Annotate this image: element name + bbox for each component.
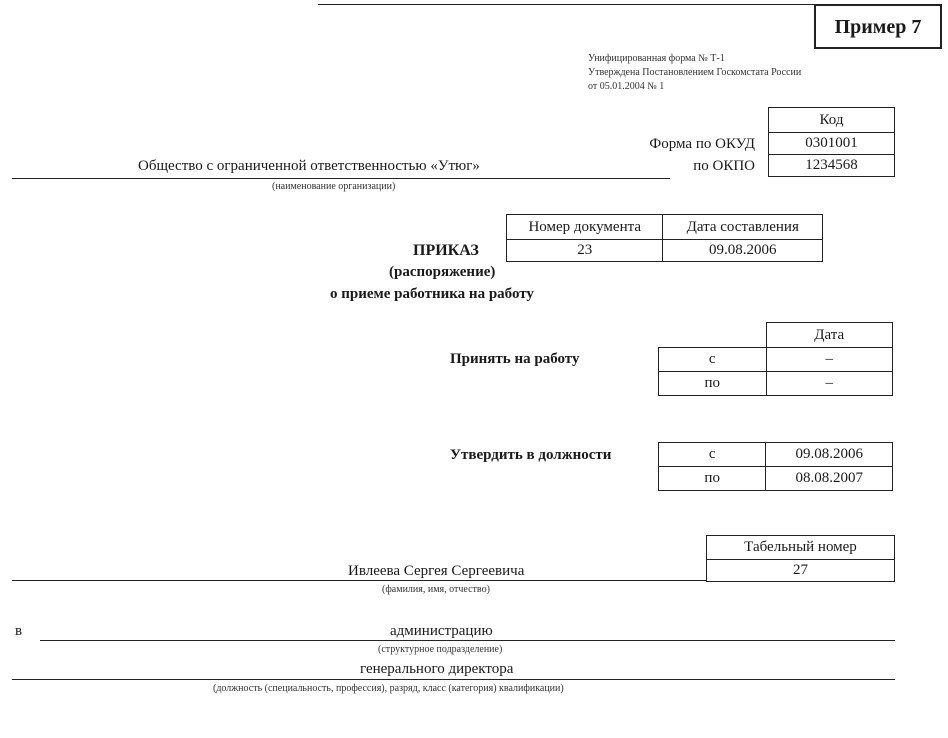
- hire-to-value: –: [766, 372, 893, 396]
- approval-to-label: по: [659, 467, 766, 491]
- codes-header: Код: [769, 108, 895, 133]
- doc-number-header: Номер документа: [507, 215, 663, 240]
- organization-name: Общество с ограниченной ответственностью «Утюг»: [138, 158, 480, 174]
- order-subtitle: (распоряжение): [389, 264, 496, 280]
- department-value: администрацию: [390, 623, 493, 639]
- doc-number: 23: [507, 240, 663, 262]
- approval-from-value: 09.08.2006: [766, 443, 893, 467]
- hire-date-header: Дата: [766, 323, 893, 348]
- organization-underline: [12, 178, 670, 179]
- header-note-line1: Унифицированная форма № Т-1: [588, 53, 725, 64]
- department-prefix: в: [15, 623, 23, 639]
- codes-table: [768, 107, 895, 177]
- order-description: о приеме работника на работу: [330, 286, 534, 302]
- header-note-line3: от 05.01.2004 № 1: [588, 81, 665, 92]
- okpo-value: 1234568: [769, 155, 895, 177]
- header-note-line2: Утверждена Постановлением Госкомстата России: [588, 67, 802, 78]
- okpo-label: по ОКПО: [693, 158, 755, 174]
- hire-table: [658, 322, 893, 396]
- position-value: генерального директора: [360, 661, 514, 677]
- approval-from-label: с: [659, 443, 766, 467]
- doc-date-header: Дата составления: [663, 215, 823, 240]
- organization-caption: (наименование организации): [272, 181, 396, 192]
- document-table: [506, 214, 823, 262]
- position-caption: (должность (специальность, профессия), разряд, класс (категория) квалификации): [213, 683, 564, 694]
- hire-from-label: с: [659, 348, 767, 372]
- tab-number: 27: [707, 560, 895, 582]
- position-approval-label: Утвердить в должности: [450, 447, 612, 463]
- approval-to-value: 08.08.2007: [766, 467, 893, 491]
- position-approval-table: [658, 442, 893, 491]
- tab-number-table: [706, 535, 895, 582]
- tab-number-header: Табельный номер: [707, 536, 895, 560]
- hire-to-label: по: [659, 372, 767, 396]
- okud-label: Форма по ОКУД: [649, 136, 755, 152]
- employee-name: Ивлеева Сергея Сергеевича: [348, 563, 525, 579]
- okud-value: 0301001: [769, 133, 895, 155]
- department-caption: (структурное подразделение): [378, 644, 503, 655]
- hire-label: Принять на работу: [450, 351, 580, 367]
- department-underline: [40, 640, 895, 641]
- order-title: ПРИКАЗ: [413, 242, 479, 259]
- example-label: Пример 7: [834, 16, 922, 38]
- position-underline: [12, 679, 895, 680]
- employee-underline: [12, 580, 706, 581]
- form-header-note: [588, 52, 801, 94]
- employee-caption: (фамилия, имя, отчество): [382, 584, 490, 595]
- hire-from-value: –: [766, 348, 893, 372]
- doc-date: 09.08.2006: [663, 240, 823, 262]
- top-border-line: [318, 4, 818, 5]
- example-label-box: [814, 4, 942, 49]
